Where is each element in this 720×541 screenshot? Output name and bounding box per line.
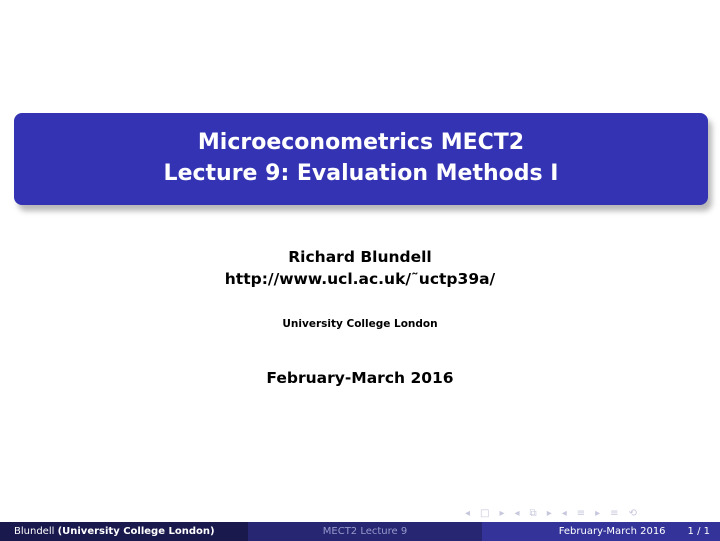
date: February-March 2016	[266, 369, 454, 387]
nav-next-frame-icon[interactable]: ▸	[499, 507, 505, 519]
navigation-symbols	[465, 506, 637, 520]
nav-frame-icon[interactable]: □	[480, 507, 490, 519]
footer-page-number: 1 / 1	[687, 526, 710, 537]
footer-date: February-March 2016	[558, 526, 666, 537]
title-block	[14, 113, 708, 205]
nav-search-icon[interactable]: ⟲	[628, 507, 637, 519]
nav-section-icon[interactable]: ≡	[576, 507, 586, 519]
author-name: Richard Blundell	[288, 248, 432, 266]
nav-subsection-icon[interactable]: ⧉	[529, 507, 537, 519]
nav-prev-section-icon[interactable]: ◂	[561, 507, 567, 519]
nav-prev-subsection-icon[interactable]: ◂	[514, 507, 520, 519]
title-line-2: Lecture 9: Evaluation Methods I	[163, 161, 559, 186]
footer-date-page	[482, 522, 720, 541]
footer-author-name: Blundell	[14, 526, 55, 537]
footer-title: MECT2 Lecture 9	[248, 522, 482, 541]
nav-prev-frame-icon[interactable]: ◂	[465, 507, 471, 519]
nav-align-icon[interactable]: ≡	[610, 507, 619, 519]
footer-institute: (University College London)	[57, 526, 215, 537]
institute: University College London	[282, 318, 438, 330]
author-block	[0, 246, 720, 290]
author-url[interactable]: http://www.ucl.ac.uk/˜uctp39a/	[224, 270, 496, 288]
nav-next-section-icon[interactable]: ▸	[595, 507, 601, 519]
footer-author	[0, 522, 248, 541]
footer-bar	[0, 522, 720, 541]
nav-next-subsection-icon[interactable]: ▸	[546, 507, 552, 519]
title-line-1: Microeconometrics MECT2	[197, 130, 525, 155]
